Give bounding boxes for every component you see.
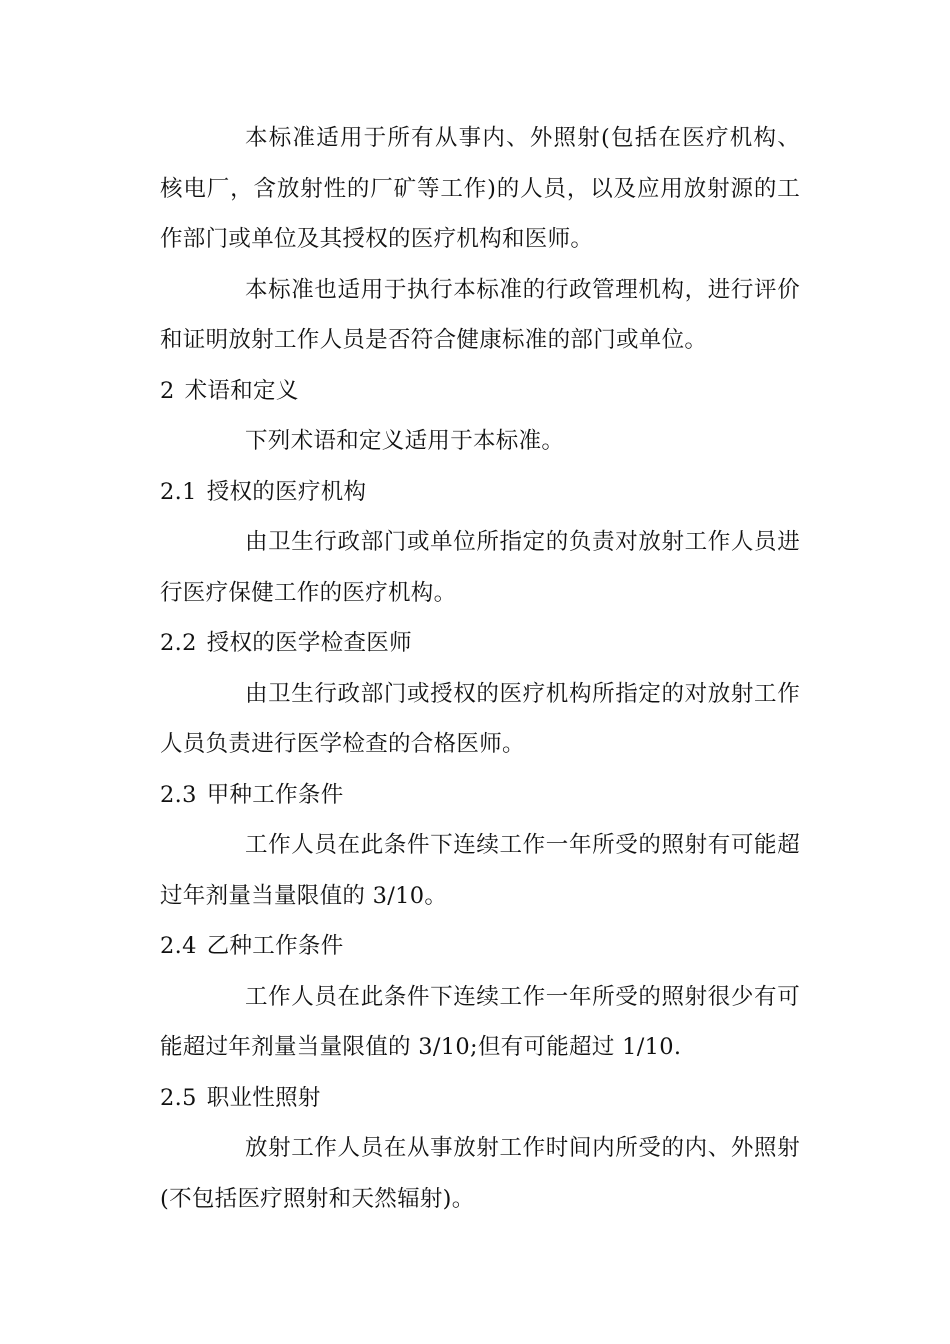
section-heading-2-4 [160,921,800,972]
section-title: 甲种工作条件 [206,781,344,808]
section-title: 授权的医学检查医师 [206,630,412,656]
paragraph-scope-1: 本标准适用于所有从事内、外照射(包括在医疗机构、核电厂，含放射性的厂矿等工作)的人员，以及应用放射源的工作部门或单位及其授权的医疗机构和医师。 [160,125,800,252]
paragraph-definition-2-5: 放射工作人员在从事放射工作时间内所受的内、外照射(不包括医疗照射和天然辐射)。 [160,1135,800,1212]
section-heading-2-2 [160,618,800,669]
section-heading-2-5 [160,1073,800,1124]
section-title: 术语和定义 [184,377,299,404]
section-number: 2.5 [160,1084,197,1111]
section-number: 2 [160,377,175,404]
section-number: 2.4 [160,933,197,959]
section-title: 乙种工作条件 [206,933,344,959]
section-title: 授权的医疗机构 [206,478,367,505]
section-title: 职业性照射 [206,1084,321,1111]
section-number: 2.1 [160,478,197,505]
paragraph-definition-2-3: 工作人员在此条件下连续工作一年所受的照射有可能超过年剂量当量限值的 3/10。 [160,832,800,909]
paragraph-definition-2-2: 由卫生行政部门或授权的医疗机构所指定的对放射工作人员负责进行医学检查的合格医师。 [160,680,800,757]
document-body [160,113,800,1224]
section-number: 2.2 [160,630,197,656]
paragraph-scope-2: 本标准也适用于执行本标准的行政管理机构，进行评价和证明放射工作人员是否符合健康标准的部门或单位。 [160,276,800,353]
section-heading-2 [160,366,800,417]
paragraph-definition-2-1: 由卫生行政部门或单位所指定的负责对放射工作人员进行医疗保健工作的医疗机构。 [160,529,800,606]
paragraph-terms-intro: 下列术语和定义适用于本标准。 [245,428,565,454]
section-heading-2-1 [160,467,800,518]
section-heading-2-3 [160,770,800,821]
paragraph-definition-2-4: 工作人员在此条件下连续工作一年所受的照射很少有可能超过年剂量当量限值的 3/10;但有可能超过 1/10. [160,983,800,1060]
section-number: 2.3 [160,781,197,808]
